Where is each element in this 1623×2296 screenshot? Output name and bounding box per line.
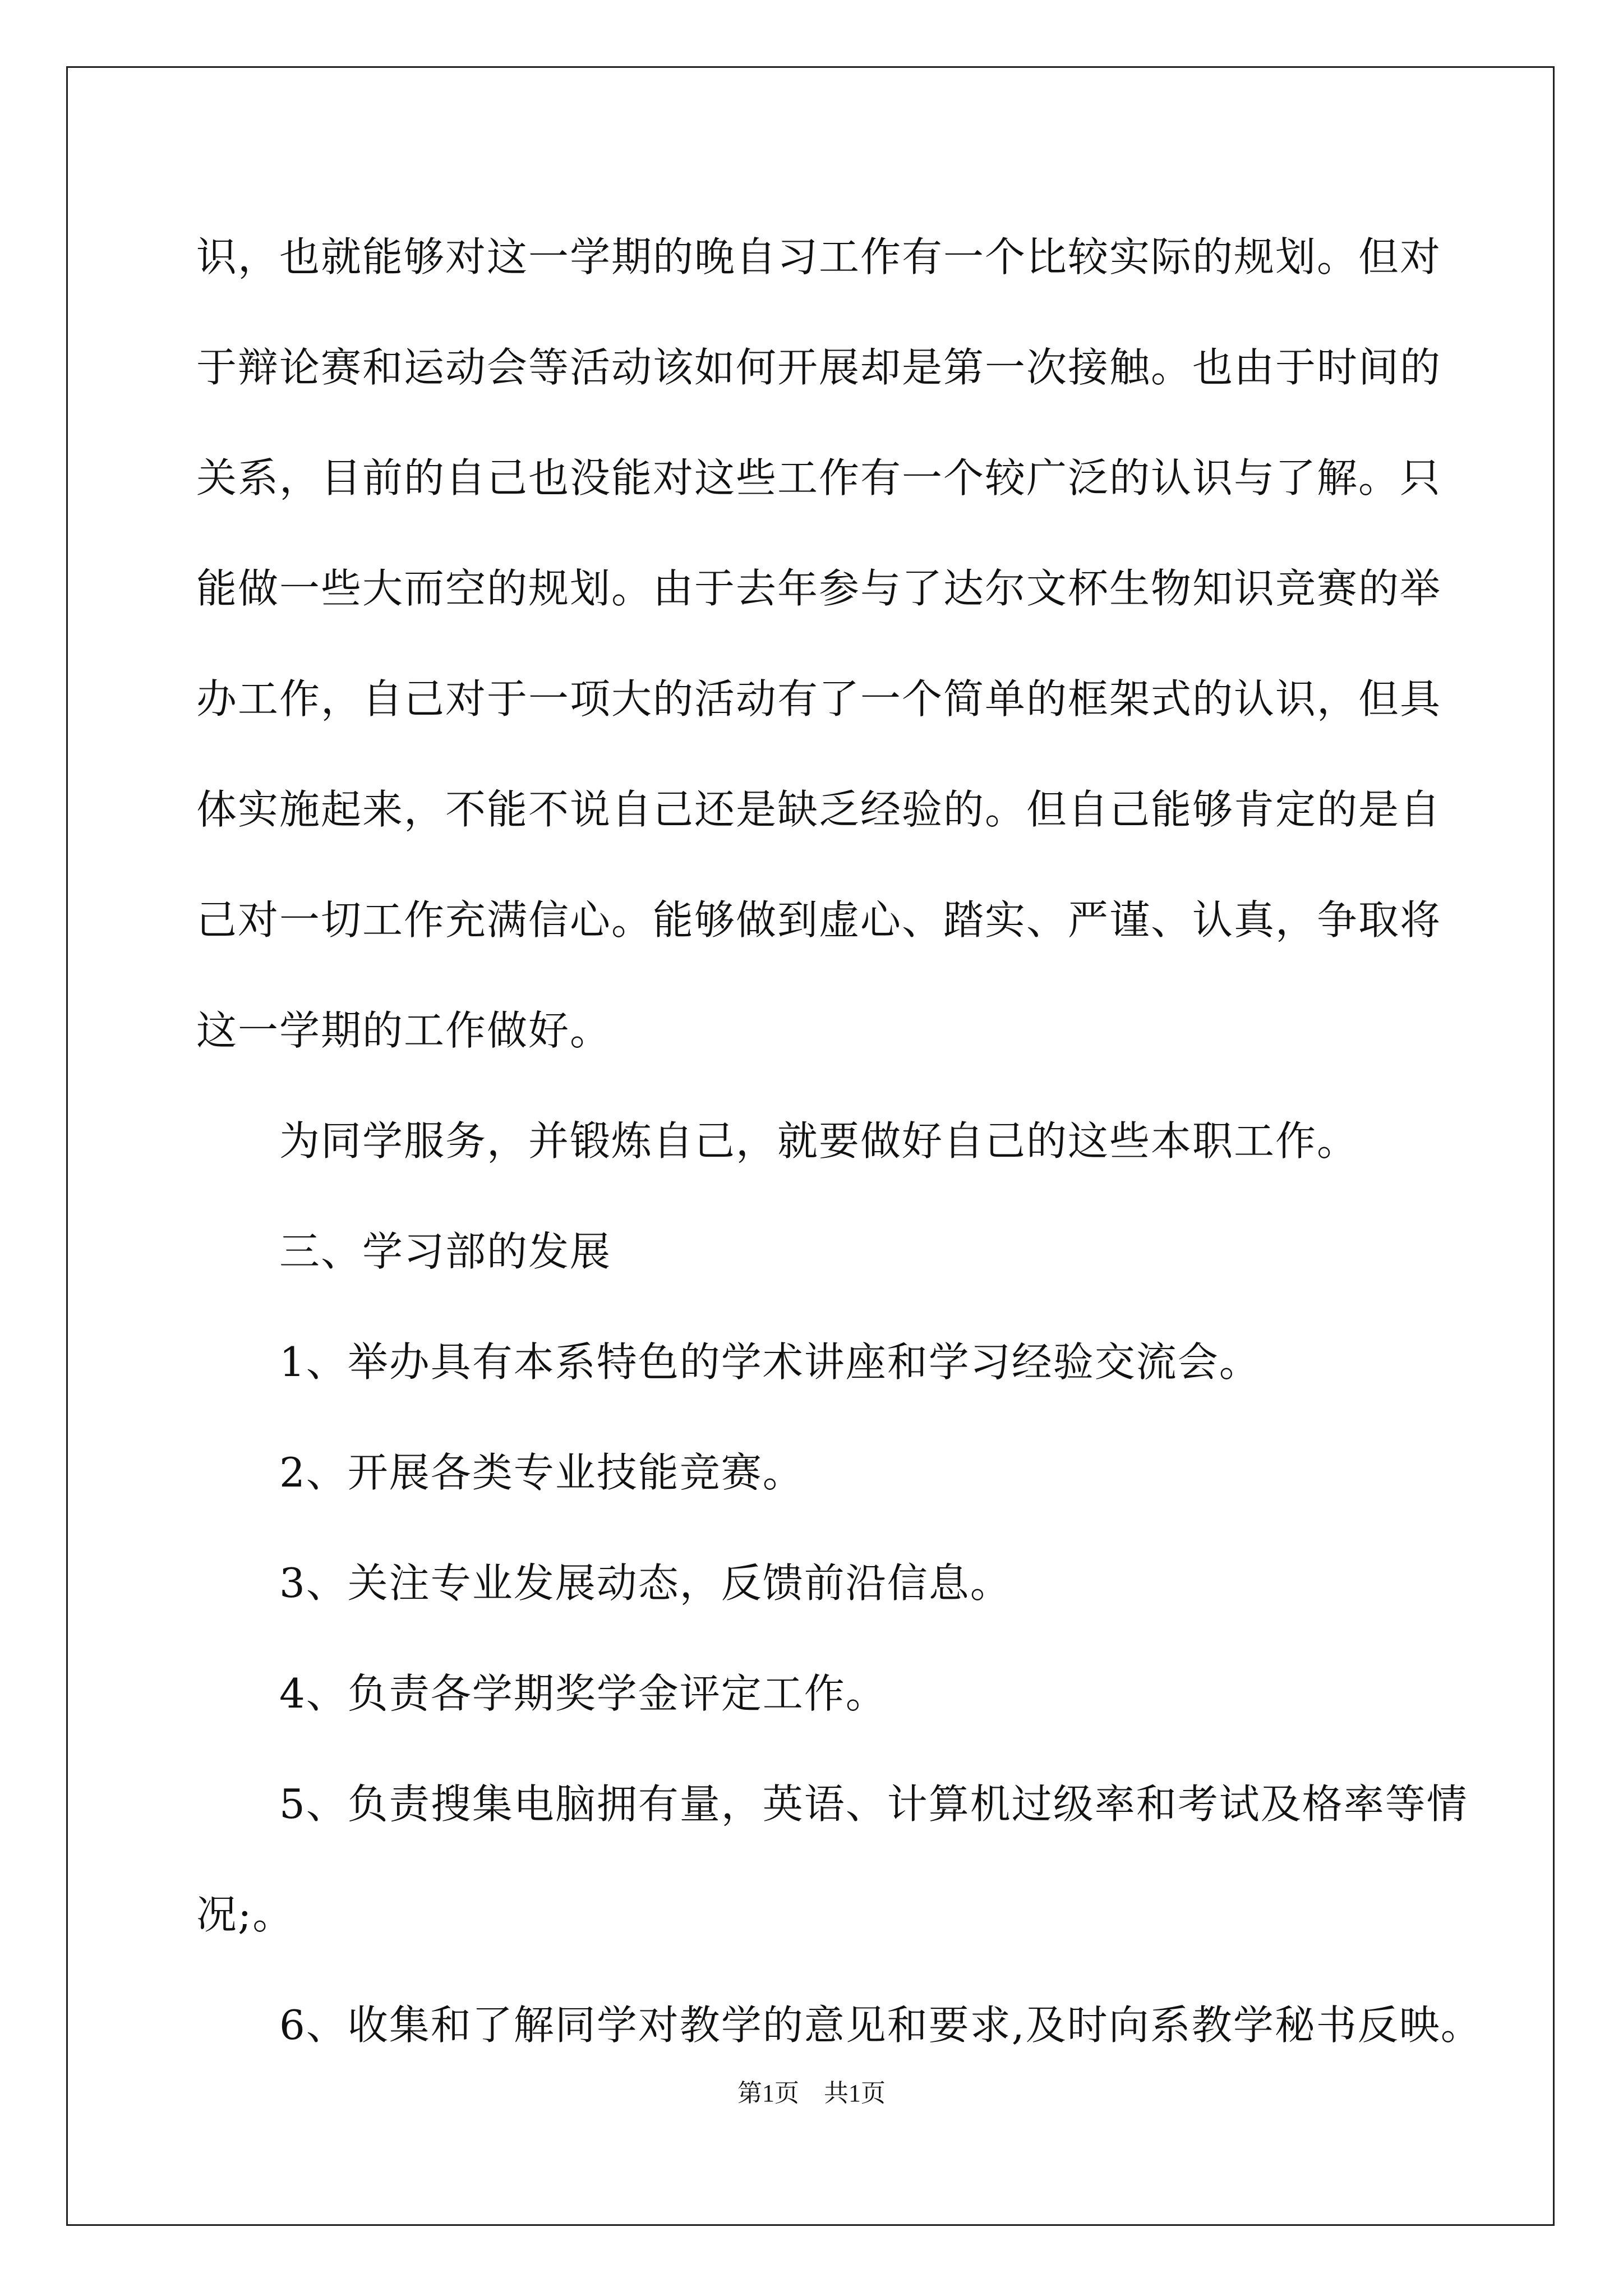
paragraph-line: 识，也就能够对这一学期的晚自习工作有一个比较实际的规划。但对 — [196, 233, 1442, 280]
list-item: 2、开展各类专业技能竞赛。 — [279, 1449, 804, 1496]
paragraph-line: 体实施起来，不能不说自己还是缺乏经验的。但自己能够肯定的是自 — [196, 786, 1442, 833]
list-item: 1、举办具有本系特色的学术讲座和学习经验交流会。 — [279, 1338, 1261, 1386]
list-item: 6、收集和了解同学对教学的意见和要求,及时向系教学秘书反映。 — [279, 2001, 1482, 2049]
paragraph-line: 于辩论赛和运动会等活动该如何开展却是第一次接触。也由于时间的 — [196, 344, 1442, 391]
section-heading: 三、学习部的发展 — [279, 1228, 612, 1275]
paragraph-line: 能做一些大而空的规划。由于去年参与了达尔文杯生物知识竞赛的举 — [196, 565, 1442, 612]
list-item: 3、关注专业发展动态，反馈前沿信息。 — [279, 1559, 1012, 1607]
paragraph-line: 为同学服务，并锻炼自己，就要做好自己的这些本职工作。 — [279, 1117, 1359, 1165]
list-item-continuation: 况;。 — [196, 1891, 294, 1938]
list-item: 5、负责搜集电脑拥有量，英语、计算机过级率和考试及格率等情 — [279, 1780, 1468, 1828]
document-body — [196, 202, 1482, 2081]
paragraph-line: 这一学期的工作做好。 — [196, 1007, 612, 1054]
paragraph-line: 办工作，自己对于一项大的活动有了一个简单的框架式的认识，但具 — [196, 675, 1442, 723]
page-number: 第1页 — [737, 2079, 799, 2107]
paragraph-line: 关系，目前的自己也没能对这些工作有一个较广泛的认识与了解。只 — [196, 454, 1442, 501]
list-item: 4、负责各学期奖学金评定工作。 — [279, 1670, 887, 1717]
paragraph-line: 己对一切工作充满信心。能够做到虚心、踏实、严谨、认真，争取将 — [196, 896, 1442, 944]
page-footer — [0, 2077, 1623, 2110]
page-total: 共1页 — [824, 2079, 886, 2107]
